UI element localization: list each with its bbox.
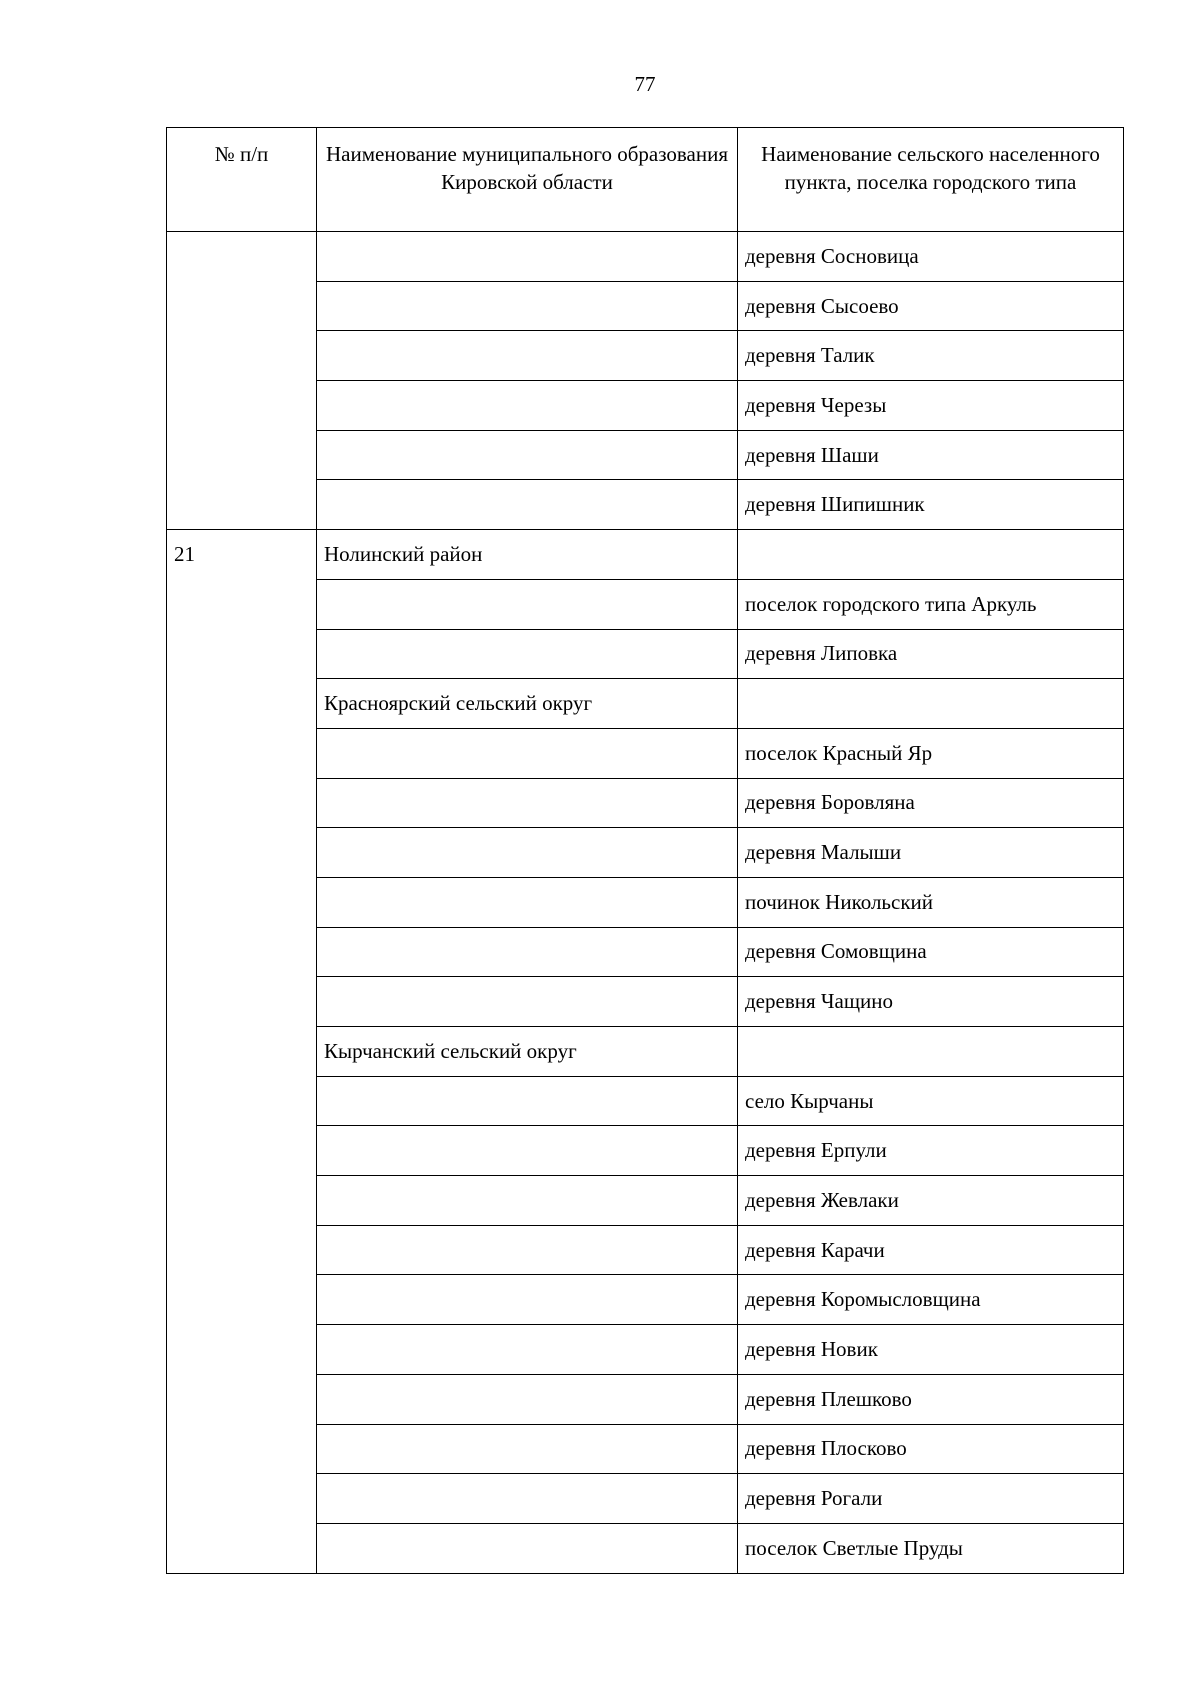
municipality-cell <box>317 480 738 530</box>
settlement-cell: деревня Ерпули <box>738 1126 1124 1176</box>
settlement-cell: деревня Малыши <box>738 828 1124 878</box>
row-number-cell <box>167 877 317 927</box>
table-header <box>167 128 1124 232</box>
table-row <box>167 430 1124 480</box>
table-row <box>167 1325 1124 1375</box>
municipality-cell <box>317 1225 738 1275</box>
settlement-cell: деревня Липовка <box>738 629 1124 679</box>
municipality-cell <box>317 778 738 828</box>
row-number-cell <box>167 1474 317 1524</box>
municipality-cell <box>317 629 738 679</box>
table-row <box>167 1027 1124 1077</box>
municipality-cell <box>317 828 738 878</box>
row-number-cell <box>167 331 317 381</box>
row-number-cell <box>167 728 317 778</box>
municipality-cell <box>317 977 738 1027</box>
row-number-cell <box>167 1325 317 1375</box>
municipality-cell: Нолинский район <box>317 530 738 580</box>
table-row <box>167 281 1124 331</box>
settlement-cell: деревня Чащино <box>738 977 1124 1027</box>
row-number-cell <box>167 579 317 629</box>
settlement-cell: починок Никольский <box>738 877 1124 927</box>
table-row <box>167 1225 1124 1275</box>
table-row <box>167 331 1124 381</box>
row-number-cell <box>167 1076 317 1126</box>
municipality-cell <box>317 331 738 381</box>
table-row <box>167 1374 1124 1424</box>
municipality-cell <box>317 877 738 927</box>
settlement-cell: деревня Новик <box>738 1325 1124 1375</box>
municipality-cell <box>317 1523 738 1573</box>
row-number-cell <box>167 778 317 828</box>
settlement-cell: деревня Плешково <box>738 1374 1124 1424</box>
table-row <box>167 728 1124 778</box>
table-row <box>167 232 1124 282</box>
row-number-cell <box>167 679 317 729</box>
settlement-cell: деревня Жевлаки <box>738 1176 1124 1226</box>
row-number-cell <box>167 1126 317 1176</box>
municipality-cell <box>317 1176 738 1226</box>
row-number-cell <box>167 828 317 878</box>
settlement-cell: деревня Сысоево <box>738 281 1124 331</box>
settlement-cell <box>738 530 1124 580</box>
table-row <box>167 480 1124 530</box>
table-row <box>167 1474 1124 1524</box>
settlement-cell <box>738 1027 1124 1077</box>
header-municipality: Наименование муниципального образования Кировской области <box>317 128 738 232</box>
table-row <box>167 1126 1124 1176</box>
table-row <box>167 977 1124 1027</box>
table-row <box>167 679 1124 729</box>
row-number-cell <box>167 1374 317 1424</box>
table-row <box>167 579 1124 629</box>
table-body <box>167 232 1124 1574</box>
municipality-cell <box>317 927 738 977</box>
row-number-cell <box>167 232 317 282</box>
municipality-cell <box>317 579 738 629</box>
municipality-cell: Красноярский сельский округ <box>317 679 738 729</box>
row-number-cell <box>167 480 317 530</box>
settlement-cell: деревня Плосково <box>738 1424 1124 1474</box>
row-number-cell <box>167 1424 317 1474</box>
row-number-cell <box>167 1176 317 1226</box>
row-number-cell <box>167 977 317 1027</box>
table-row <box>167 828 1124 878</box>
settlement-cell: деревня Шипишник <box>738 480 1124 530</box>
row-number-cell <box>167 1275 317 1325</box>
settlements-table <box>166 127 1124 1574</box>
table-row <box>167 381 1124 431</box>
table-row <box>167 1176 1124 1226</box>
table-row <box>167 1523 1124 1573</box>
municipality-cell <box>317 1126 738 1176</box>
header-number: № п/п <box>167 128 317 232</box>
settlement-cell: деревня Черезы <box>738 381 1124 431</box>
municipality-cell <box>317 1076 738 1126</box>
row-number-cell <box>167 1225 317 1275</box>
settlement-cell <box>738 679 1124 729</box>
municipality-cell <box>317 430 738 480</box>
row-number-cell <box>167 1027 317 1077</box>
table-row <box>167 778 1124 828</box>
row-number-cell <box>167 281 317 331</box>
row-number-cell <box>167 629 317 679</box>
settlement-cell: поселок городского типа Аркуль <box>738 579 1124 629</box>
table-row <box>167 530 1124 580</box>
municipality-cell <box>317 381 738 431</box>
settlement-cell: село Кырчаны <box>738 1076 1124 1126</box>
row-number-cell <box>167 1523 317 1573</box>
row-number-cell <box>167 927 317 977</box>
municipality-cell <box>317 728 738 778</box>
table-row <box>167 629 1124 679</box>
settlement-cell: деревня Сосновица <box>738 232 1124 282</box>
municipality-cell <box>317 1474 738 1524</box>
settlement-cell: деревня Талик <box>738 331 1124 381</box>
municipality-cell <box>317 1275 738 1325</box>
row-number-cell <box>167 381 317 431</box>
table-row <box>167 927 1124 977</box>
municipality-cell <box>317 1325 738 1375</box>
municipality-cell <box>317 1424 738 1474</box>
municipality-cell <box>317 232 738 282</box>
table-row <box>167 1424 1124 1474</box>
header-settlement: Наименование сельского населенного пункта, поселка городского типа <box>738 128 1124 232</box>
table-row <box>167 1076 1124 1126</box>
settlement-cell: деревня Карачи <box>738 1225 1124 1275</box>
header-row <box>167 128 1124 232</box>
settlement-cell: деревня Коромысловщина <box>738 1275 1124 1325</box>
settlement-cell: деревня Боровляна <box>738 778 1124 828</box>
row-number-cell: 21 <box>167 530 317 580</box>
row-number-cell <box>167 430 317 480</box>
settlement-cell: деревня Рогали <box>738 1474 1124 1524</box>
settlement-cell: поселок Светлые Пруды <box>738 1523 1124 1573</box>
settlement-cell: деревня Сомовщина <box>738 927 1124 977</box>
municipality-cell <box>317 281 738 331</box>
settlement-cell: деревня Шаши <box>738 430 1124 480</box>
page-number: 77 <box>634 72 656 96</box>
settlement-cell: поселок Красный Яр <box>738 728 1124 778</box>
table-row <box>167 877 1124 927</box>
municipality-cell: Кырчанский сельский округ <box>317 1027 738 1077</box>
municipality-cell <box>317 1374 738 1424</box>
table-row <box>167 1275 1124 1325</box>
